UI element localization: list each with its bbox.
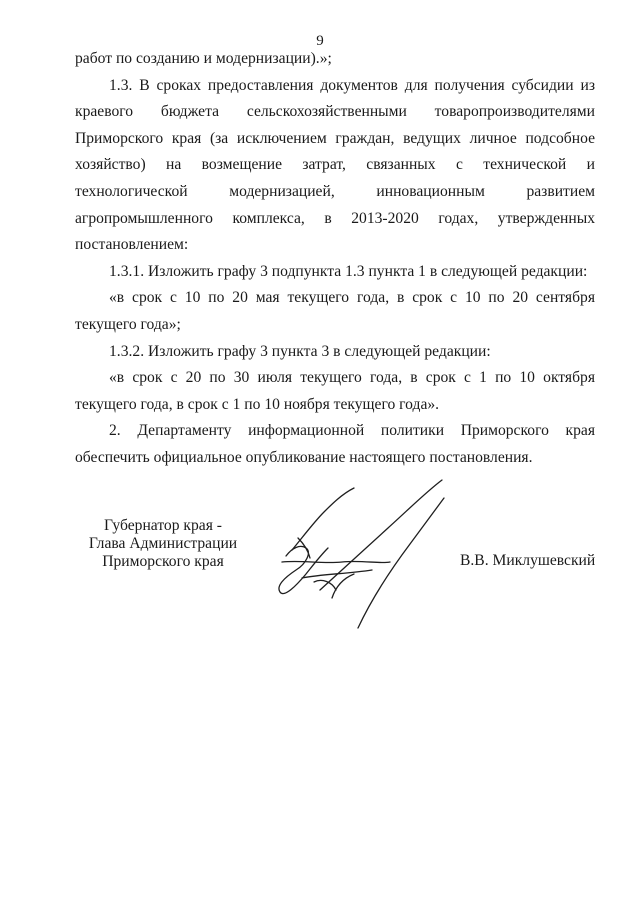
paragraph-1-3-2: 1.3.2. Изложить графу 3 пункта 3 в следующей редакции: <box>109 342 491 360</box>
document-body <box>75 46 595 472</box>
paragraph-1-3: 1.3. В сроках предоставления документов для получения субсидии из краевого бюджета сельскохозяйственными товаропроизводителями Приморского края (за исключением граждан, ведущих личное подсобное хозяйство) на возмещение затрат, связанных с технической и технологической модернизацией, инновационным развитием агропромышленного комплекса, в 2013-2020 годах, утвержденных постановлением: <box>75 76 595 254</box>
paragraph-quote-2: «в срок с 20 по 30 июля текущего года, в срок с 1 по 10 октября текущего года, в срок с 1 по 10 ноября текущего года». <box>75 369 595 413</box>
handwritten-signature <box>262 478 452 638</box>
signatory-title-line: Приморского края <box>102 553 224 570</box>
signatory-title-line: Глава Администрации <box>88 535 238 552</box>
paragraph-1-3-1: 1.3.1. Изложить графу 3 подпункта 1.3 пункта 1 в следующей редакции: <box>109 262 588 280</box>
paragraph-2: 2. Департаменту информационной политики Приморского края обеспечить официальное опубликование настоящего постановления. <box>75 422 595 466</box>
paragraph-continuation: работ по созданию и модернизации).»; <box>75 50 332 67</box>
page-number: 9 <box>316 33 324 49</box>
signatory-title <box>88 517 238 571</box>
signatory-title-line: Губернатор края - <box>104 517 222 534</box>
signatory-name: В.В. Миклушевский <box>460 552 596 569</box>
paragraph-quote-1: «в срок с 10 по 20 мая текущего года, в срок с 10 по 20 сентября текущего года»; <box>75 289 595 333</box>
